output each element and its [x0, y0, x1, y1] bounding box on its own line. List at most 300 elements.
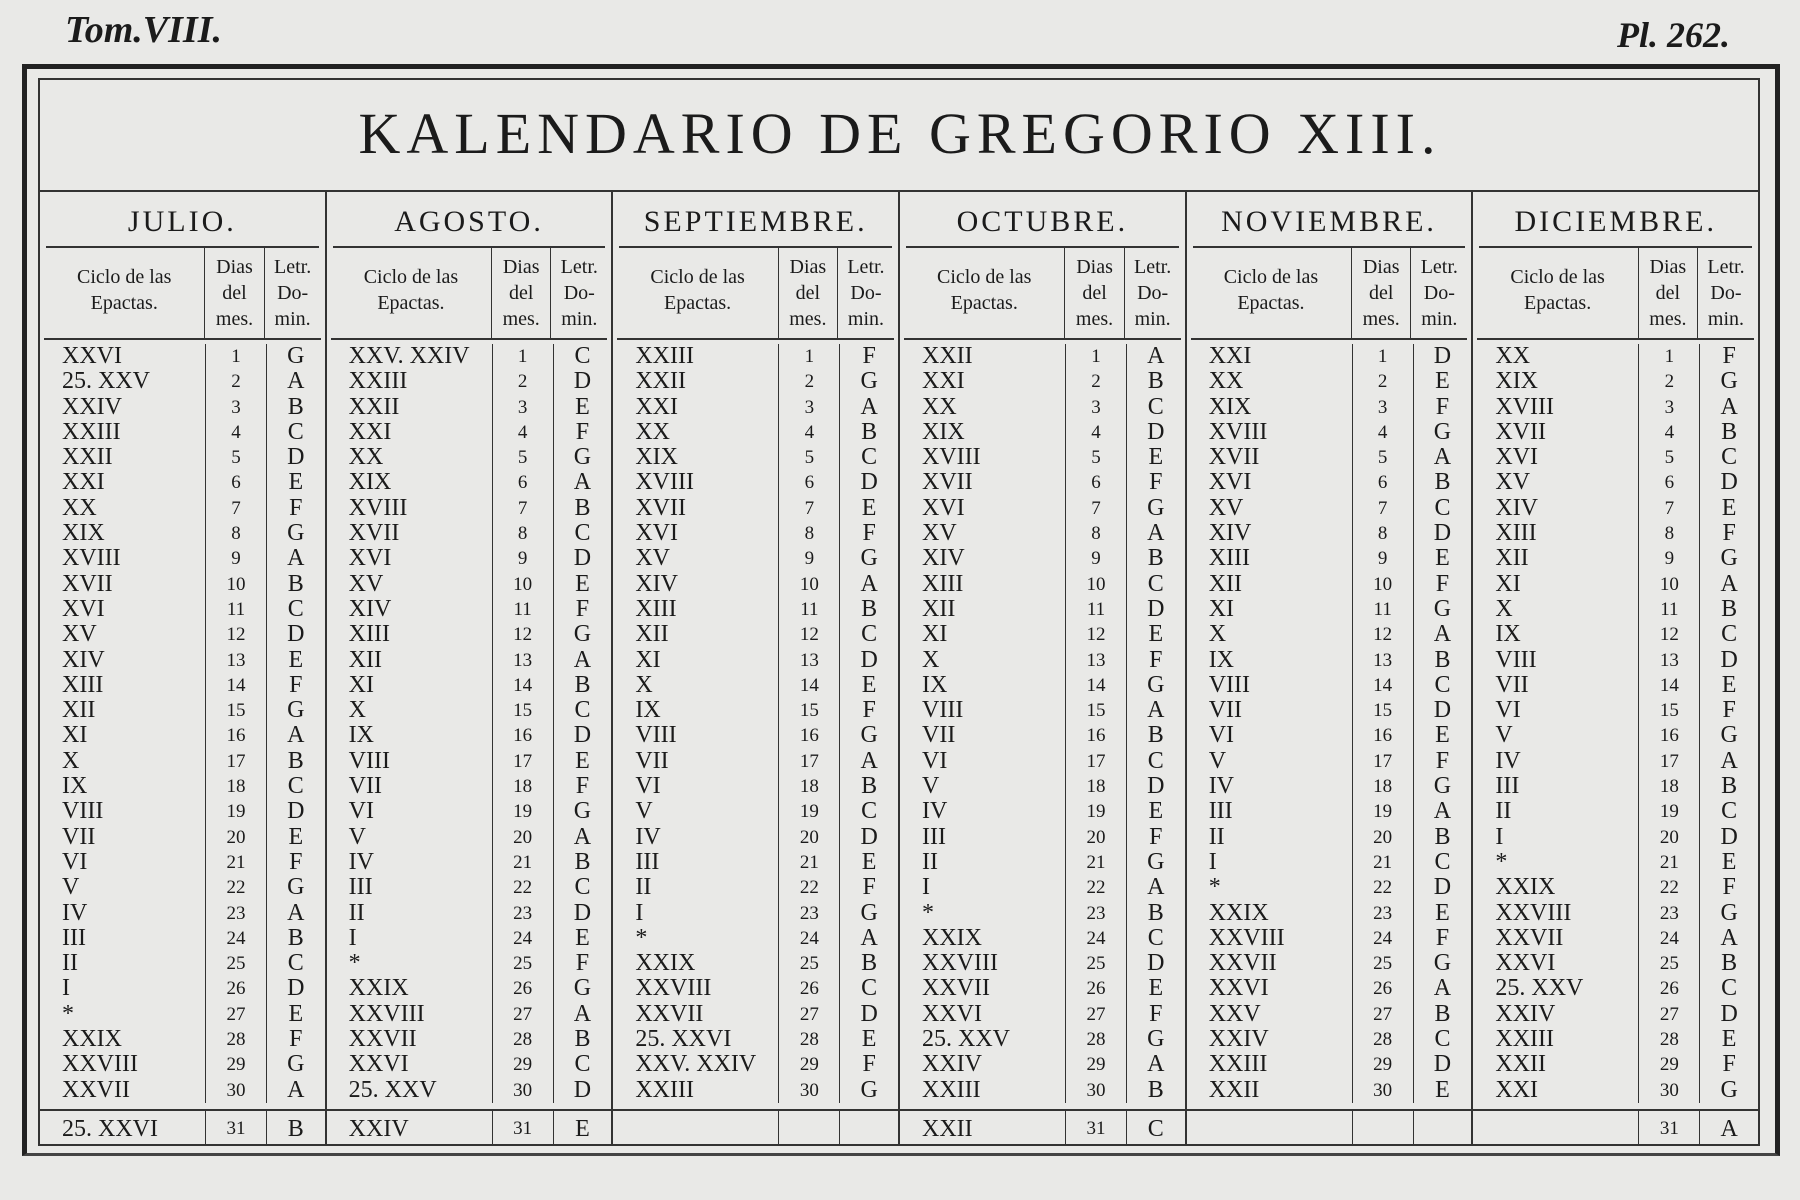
dominical-letter-cell: C — [266, 951, 325, 976]
dominical-letter-cell: E — [839, 850, 898, 875]
epact-cell: I — [62, 975, 70, 1002]
epact-cell: XXII — [62, 444, 113, 471]
dominical-letter-cell: D — [1413, 875, 1472, 900]
day-cell: 7 — [492, 496, 553, 521]
table-row — [613, 850, 898, 875]
cycle-header: Ciclo de las Epactas. — [650, 266, 745, 314]
dominical-letter-cell: A — [1126, 1052, 1185, 1077]
table-row — [40, 1002, 325, 1027]
dominical-letter-cell: C — [266, 774, 325, 799]
table-row — [1473, 395, 1758, 420]
epact-cell: XV — [1495, 469, 1531, 496]
dominical-letter-cell: C — [553, 698, 612, 723]
dominical-letter-cell: B — [1126, 1078, 1185, 1103]
epact-cell: IV — [922, 798, 948, 825]
table-row — [1187, 749, 1472, 774]
table-row — [900, 749, 1185, 774]
day-cell: 9 — [492, 546, 553, 571]
epact-cell: XX — [1208, 368, 1244, 395]
day-cell: 25 — [492, 951, 553, 976]
day-cell: 5 — [492, 445, 553, 470]
table-row — [1187, 622, 1472, 647]
dominical-letter-cell: A — [553, 648, 612, 673]
epact-cell: 25. XXVI — [635, 1026, 732, 1053]
epact-cell: XXIV — [62, 393, 122, 420]
dominical-letter-cell: D — [553, 901, 612, 926]
table-row — [40, 673, 325, 698]
month-rows — [900, 340, 1185, 1145]
table-row — [327, 1109, 612, 1145]
dominical-letter-cell: A — [266, 546, 325, 571]
day-cell: 30 — [205, 1078, 266, 1103]
day-cell: 8 — [205, 521, 266, 546]
table-row — [40, 420, 325, 445]
dominical-letter-cell: E — [1413, 723, 1472, 748]
epact-cell: XIX — [1208, 393, 1252, 420]
day-cell: 19 — [1352, 799, 1413, 824]
day-cell: 11 — [492, 597, 553, 622]
epact-cell: XX — [922, 393, 957, 420]
calendar-table — [40, 190, 1758, 1145]
dominical-letter-cell: E — [266, 825, 325, 850]
dominical-letter-cell: G — [266, 698, 325, 723]
epact-cell: II — [635, 874, 652, 901]
day-cell: 29 — [205, 1052, 266, 1077]
day-cell: 8 — [492, 521, 553, 546]
day-cell: 26 — [1638, 976, 1699, 1001]
day-cell: 6 — [778, 470, 839, 495]
epact-cell: XXIII — [635, 343, 694, 369]
table-row — [1473, 901, 1758, 926]
epact-cell: XIV — [922, 545, 965, 572]
table-row — [327, 723, 612, 748]
epact-cell: XVI — [348, 545, 392, 572]
column-headers — [617, 248, 894, 340]
dominical-letter-cell: F — [1126, 825, 1185, 850]
table-row — [1187, 521, 1472, 546]
days-header: Dias del mes. — [1064, 248, 1123, 338]
dominical-letter-cell: D — [553, 546, 612, 571]
table-row — [613, 901, 898, 926]
day-cell — [1352, 1111, 1413, 1145]
epact-cell: XVIII — [922, 444, 981, 471]
epact-cell: IV — [62, 899, 88, 926]
epact-cell: XII — [1495, 545, 1529, 572]
day-cell: 25 — [1638, 951, 1699, 976]
day-cell: 23 — [1065, 901, 1126, 926]
month-rows — [1473, 340, 1758, 1145]
dominical-letter-cell: D — [839, 648, 898, 673]
dominical-letter-cell: B — [553, 673, 612, 698]
epact-cell: XXVII — [1208, 950, 1277, 977]
epact-cell: XVIII — [348, 494, 408, 521]
day-cell: 21 — [1065, 850, 1126, 875]
table-row — [1473, 1078, 1758, 1103]
day-cell: 16 — [1352, 723, 1413, 748]
day-cell: 11 — [1352, 597, 1413, 622]
dominical-letter-cell: G — [1699, 546, 1758, 571]
day-cell: 22 — [492, 875, 553, 900]
dominical-letter-cell: A — [1413, 622, 1472, 647]
days-header: Dias del mes. — [778, 248, 837, 338]
epact-cell: XXIII — [635, 1076, 694, 1103]
month-column — [1187, 192, 1474, 1145]
dominical-letter-cell: C — [1126, 395, 1185, 420]
dominical-letter-cell: G — [266, 344, 325, 369]
table-row — [1473, 648, 1758, 673]
dominical-letter-cell: A — [839, 395, 898, 420]
day-cell: 18 — [492, 774, 553, 799]
table-row — [327, 673, 612, 698]
table-row — [40, 850, 325, 875]
dominical-letter-cell: D — [1413, 1052, 1472, 1077]
epact-cell: XXIII — [348, 368, 408, 395]
day-cell: 24 — [205, 926, 266, 951]
table-row — [1187, 901, 1472, 926]
epact-cell: XVI — [1495, 444, 1539, 471]
day-cell: 22 — [1352, 875, 1413, 900]
table-row — [40, 901, 325, 926]
epact-cell: VIII — [635, 722, 677, 749]
day-cell: 3 — [492, 395, 553, 420]
epact-cell: X — [62, 747, 80, 774]
day-cell: 27 — [778, 1002, 839, 1027]
month-name: DICIEMBRE. — [1479, 192, 1752, 248]
epact-cell: X — [1208, 621, 1227, 648]
dominical-letter-cell: C — [1699, 799, 1758, 824]
epact-cell: XIV — [635, 570, 678, 597]
epact-cell: XII — [635, 621, 669, 648]
table-row — [1187, 344, 1472, 369]
dominical-letter-cell: G — [1413, 597, 1472, 622]
dominical-letter-cell: C — [553, 875, 612, 900]
day-cell: 8 — [1065, 521, 1126, 546]
dominical-letter-cell: E — [553, 572, 612, 597]
epact-cell: XXVIII — [1208, 924, 1285, 951]
day-cell: 24 — [1065, 926, 1126, 951]
dominical-letter-cell: B — [266, 926, 325, 951]
epact-cell: XIX — [1495, 368, 1539, 395]
dominical-letter-cell: B — [1126, 901, 1185, 926]
dominical-letter-cell: F — [1413, 926, 1472, 951]
table-row — [1473, 470, 1758, 495]
table-row — [40, 825, 325, 850]
day-cell: 24 — [1638, 926, 1699, 951]
table-row — [900, 976, 1185, 1001]
day-cell: 21 — [1638, 850, 1699, 875]
day-cell: 12 — [205, 622, 266, 647]
epact-cell: XXIX — [348, 975, 409, 1002]
dominical-letter-cell: C — [839, 622, 898, 647]
epact-cell: XXVI — [922, 1000, 983, 1027]
day-cell: 10 — [1638, 572, 1699, 597]
table-row — [613, 723, 898, 748]
day-cell: 2 — [778, 369, 839, 394]
day-cell: 1 — [1065, 344, 1126, 369]
table-row — [327, 445, 612, 470]
epact-cell: IX — [1208, 646, 1235, 673]
dominical-letter-cell: E — [1413, 369, 1472, 394]
epact-cell: * — [922, 899, 935, 926]
day-cell: 29 — [1352, 1052, 1413, 1077]
epact-cell: XXVIII — [1495, 899, 1572, 926]
dominical-letter-cell: G — [1413, 951, 1472, 976]
day-cell: 3 — [778, 395, 839, 420]
epact-cell: XXIV — [348, 1115, 409, 1142]
table-row — [1187, 951, 1472, 976]
day-cell: 27 — [1065, 1002, 1126, 1027]
table-row — [327, 698, 612, 723]
day-cell: 16 — [205, 723, 266, 748]
column-headers — [331, 248, 608, 340]
month-rows — [613, 340, 898, 1145]
epact-cell: III — [922, 823, 946, 850]
epact-cell: XXIV — [1208, 1026, 1269, 1053]
day-cell: 13 — [1352, 648, 1413, 673]
day-cell: 9 — [1065, 546, 1126, 571]
epact-cell: V — [635, 798, 653, 825]
table-row — [40, 1109, 325, 1145]
day-cell: 17 — [492, 749, 553, 774]
day-cell: 20 — [1352, 825, 1413, 850]
table-row — [1473, 926, 1758, 951]
table-row — [613, 926, 898, 951]
day-cell: 4 — [1065, 420, 1126, 445]
dominical-letter-cell: C — [1126, 926, 1185, 951]
dominical-letter-cell: F — [553, 951, 612, 976]
day-cell: 7 — [205, 496, 266, 521]
day-cell: 26 — [778, 976, 839, 1001]
table-row — [40, 572, 325, 597]
epact-cell: XXVII — [922, 975, 990, 1002]
day-cell: 18 — [1352, 774, 1413, 799]
day-cell: 6 — [1352, 470, 1413, 495]
dominical-letter-cell: D — [553, 1078, 612, 1103]
dominical-letter-cell: D — [1126, 774, 1185, 799]
epact-cell: II — [1495, 798, 1512, 825]
table-row — [1187, 774, 1472, 799]
epact-cell: XXI — [635, 393, 678, 420]
month-rows — [1187, 340, 1472, 1145]
epact-cell: XXVIII — [348, 1000, 425, 1027]
dominical-letter-cell: C — [266, 420, 325, 445]
table-row — [1473, 749, 1758, 774]
epact-cell: VII — [922, 722, 956, 749]
epact-cell: XVII — [922, 469, 973, 496]
epact-cell: II — [1208, 823, 1225, 850]
table-row — [1473, 546, 1758, 571]
epact-cell: XIX — [922, 418, 965, 445]
day-cell: 21 — [205, 850, 266, 875]
table-row — [327, 850, 612, 875]
dominical-letter-cell: D — [1413, 521, 1472, 546]
table-row — [613, 395, 898, 420]
table-row — [900, 951, 1185, 976]
day-cell: 28 — [1352, 1027, 1413, 1052]
table-row — [900, 901, 1185, 926]
cycle-header: Ciclo de las Epactas. — [363, 266, 459, 314]
table-row — [613, 496, 898, 521]
epact-cell — [1473, 1111, 1638, 1145]
day-cell: 26 — [1065, 976, 1126, 1001]
table-row — [1473, 1002, 1758, 1027]
dominical-letter-cell: A — [839, 749, 898, 774]
epact-cell: XVI — [922, 494, 965, 521]
dominical-letter-cell: A — [1126, 875, 1185, 900]
dominical-letter-cell: C — [1699, 976, 1758, 1001]
day-cell: 2 — [1352, 369, 1413, 394]
epact-cell: XVI — [62, 595, 105, 622]
epact-cell: XXV — [1208, 1000, 1261, 1027]
epact-cell: XXII — [1495, 1051, 1547, 1078]
day-cell: 29 — [1065, 1052, 1126, 1077]
dominical-letter-cell: G — [553, 799, 612, 824]
table-row — [1473, 774, 1758, 799]
table-row — [613, 344, 898, 369]
day-cell: 12 — [1352, 622, 1413, 647]
epact-cell: XXVIII — [922, 950, 998, 977]
day-cell: 17 — [778, 749, 839, 774]
epact-cell: * — [348, 950, 361, 977]
day-cell: 8 — [1638, 521, 1699, 546]
day-cell: 28 — [1638, 1027, 1699, 1052]
day-cell: 3 — [1638, 395, 1699, 420]
day-cell: 14 — [1638, 673, 1699, 698]
dominical-letter-cell: A — [553, 825, 612, 850]
dominical-letter-cell: D — [553, 369, 612, 394]
day-cell: 27 — [492, 1002, 553, 1027]
day-cell: 11 — [205, 597, 266, 622]
dominical-letter-cell: D — [553, 723, 612, 748]
day-cell: 31 — [1638, 1111, 1699, 1145]
epact-cell: XI — [1495, 570, 1521, 597]
epact-cell: XVII — [1495, 418, 1547, 445]
dominical-letter-cell: G — [839, 901, 898, 926]
letter-header: Letr. Do-min. — [1410, 248, 1467, 338]
dominical-letter-cell: B — [1699, 951, 1758, 976]
table-row — [40, 622, 325, 647]
table-row — [1187, 723, 1472, 748]
epact-cell: XXIV — [922, 1051, 983, 1078]
dominical-letter-cell: G — [266, 1052, 325, 1077]
epact-cell: XXII — [635, 368, 686, 395]
table-row — [1187, 698, 1472, 723]
dominical-letter-cell: G — [553, 445, 612, 470]
dominical-letter-cell: D — [1126, 597, 1185, 622]
day-cell: 10 — [778, 572, 839, 597]
day-cell: 1 — [205, 344, 266, 369]
day-cell: 8 — [778, 521, 839, 546]
epact-cell: XXIII — [62, 418, 121, 445]
table-row — [1187, 1027, 1472, 1052]
day-cell: 12 — [1638, 622, 1699, 647]
dominical-letter-cell: D — [839, 470, 898, 495]
epact-cell: VII — [348, 773, 382, 800]
table-row — [1473, 673, 1758, 698]
epact-cell: XIII — [635, 595, 677, 622]
epact-cell: III — [62, 924, 86, 951]
table-row — [327, 496, 612, 521]
dominical-letter-cell: F — [839, 521, 898, 546]
epact-cell: XVII — [635, 494, 686, 521]
table-row — [1187, 976, 1472, 1001]
table-row — [900, 875, 1185, 900]
epact-cell: XX — [635, 418, 671, 445]
dominical-letter-cell: A — [553, 470, 612, 495]
table-row — [40, 648, 325, 673]
table-row — [900, 926, 1185, 951]
dominical-letter-cell: F — [1413, 749, 1472, 774]
day-cell: 12 — [778, 622, 839, 647]
epact-cell — [613, 1111, 778, 1145]
table-row — [1187, 420, 1472, 445]
table-row — [1473, 976, 1758, 1001]
dominical-letter-cell: A — [266, 723, 325, 748]
table-row — [1187, 875, 1472, 900]
dominical-letter-cell: C — [553, 344, 612, 369]
dominical-letter-cell: D — [1699, 470, 1758, 495]
epact-cell: XXI — [1495, 1076, 1539, 1103]
epact-cell: XVII — [1208, 444, 1260, 471]
table-row — [613, 825, 898, 850]
dominical-letter-cell: G — [1126, 673, 1185, 698]
day-cell: 10 — [1352, 572, 1413, 597]
epact-cell: IV — [635, 823, 661, 850]
table-row — [900, 799, 1185, 824]
month-column — [613, 192, 900, 1145]
dominical-letter-cell: G — [1699, 723, 1758, 748]
table-row — [613, 648, 898, 673]
table-row — [1473, 445, 1758, 470]
day-cell: 4 — [205, 420, 266, 445]
epact-cell: XXIX — [1208, 899, 1269, 926]
day-cell: 21 — [492, 850, 553, 875]
epact-cell: XII — [62, 697, 96, 724]
epact-cell: XV — [348, 570, 384, 597]
epact-cell: IX — [348, 722, 374, 749]
dominical-letter-cell: B — [553, 850, 612, 875]
dominical-letter-cell: E — [1699, 496, 1758, 521]
table-row — [1187, 496, 1472, 521]
dominical-letter-cell: B — [266, 395, 325, 420]
epact-cell: XIX — [635, 444, 678, 471]
dominical-letter-cell: F — [1126, 470, 1185, 495]
epact-cell: XXI — [1208, 343, 1252, 369]
table-row — [900, 597, 1185, 622]
dominical-letter-cell: B — [1699, 597, 1758, 622]
epact-cell: XVII — [62, 570, 113, 597]
table-row — [40, 799, 325, 824]
table-row — [1473, 496, 1758, 521]
day-cell: 3 — [1065, 395, 1126, 420]
dominical-letter-cell: F — [1699, 1052, 1758, 1077]
day-cell: 5 — [778, 445, 839, 470]
table-row — [613, 1052, 898, 1077]
dominical-letter-cell: B — [1126, 723, 1185, 748]
table-row — [1187, 850, 1472, 875]
letter-header: Letr. Do-min. — [1697, 248, 1754, 338]
table-row — [900, 1027, 1185, 1052]
table-row — [900, 622, 1185, 647]
epact-cell: IV — [348, 848, 374, 875]
epact-cell: * — [1208, 874, 1221, 901]
day-cell: 12 — [492, 622, 553, 647]
table-row — [1187, 369, 1472, 394]
day-cell: 6 — [492, 470, 553, 495]
table-row — [327, 369, 612, 394]
day-cell: 27 — [1638, 1002, 1699, 1027]
table-row — [900, 546, 1185, 571]
